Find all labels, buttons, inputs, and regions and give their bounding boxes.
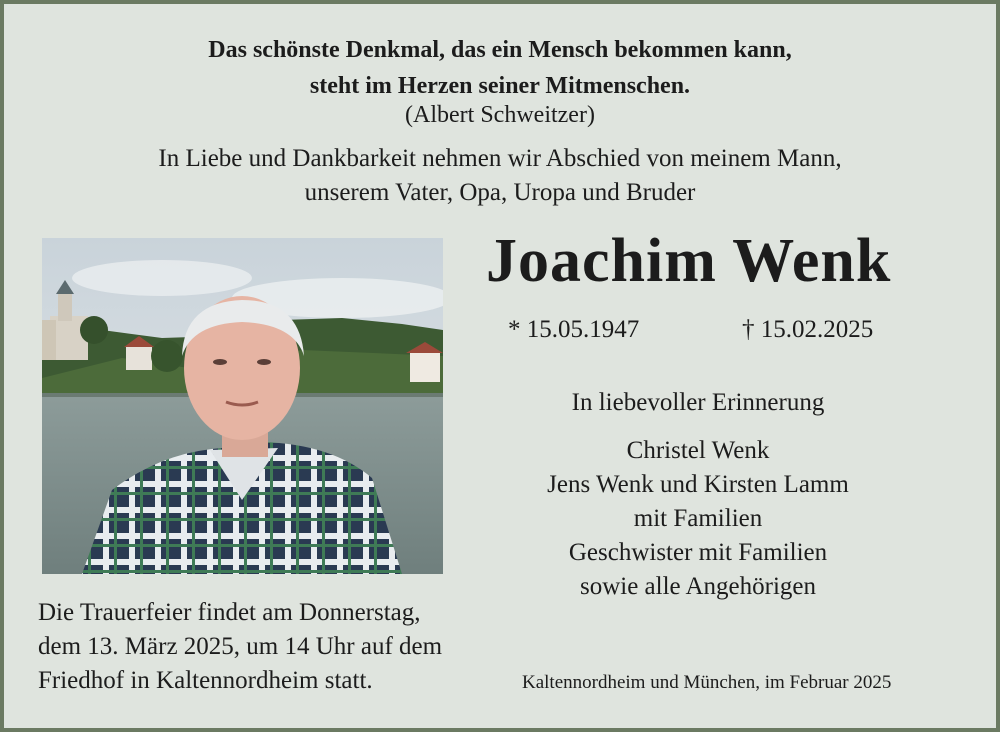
farewell-line-1: In Liebe und Dankbarkeit nehmen wir Abschied von meinem Mann,: [158, 145, 842, 172]
quote-line-1: Das schönste Denkmal, das ein Mensch bekommen kann,: [208, 37, 792, 63]
funeral-service-notice: [38, 596, 508, 698]
quote: [0, 32, 1000, 104]
deceased-name: Joachim Wenk: [486, 227, 892, 295]
mourner-line: Geschwister mit Familien: [568, 539, 828, 566]
mourners-list: [496, 434, 900, 604]
service-line-1: Die Trauerfeier findet am Donnerstag,: [38, 599, 421, 626]
service-line-2: dem 13. März 2025, um 14 Uhr auf dem: [38, 633, 443, 660]
quote-author: (Albert Schweitzer): [405, 102, 595, 128]
service-line-3: Friedhof in Kaltennordheim statt.: [38, 667, 373, 694]
mourner-line: mit Familien: [633, 505, 763, 532]
portrait-photo: [42, 238, 443, 574]
farewell-text: [0, 142, 1000, 210]
portrait-photo-image: [42, 238, 443, 574]
mourner-line: sowie alle Angehörigen: [579, 573, 817, 600]
mourner-line: Christel Wenk: [626, 437, 770, 464]
mourner-line: Jens Wenk und Kirsten Lamm: [547, 471, 849, 498]
quote-line-2: steht im Herzen seiner Mitmenschen.: [309, 73, 691, 99]
death-date: † 15.02.2025: [742, 316, 874, 343]
memory-line: In liebevoller Erinnerung: [571, 389, 825, 416]
farewell-line-2: unserem Vater, Opa, Uropa und Bruder: [304, 179, 696, 206]
birth-date: * 15.05.1947: [508, 316, 640, 343]
place-and-date: Kaltennordheim und München, im Februar 2025: [522, 672, 892, 693]
